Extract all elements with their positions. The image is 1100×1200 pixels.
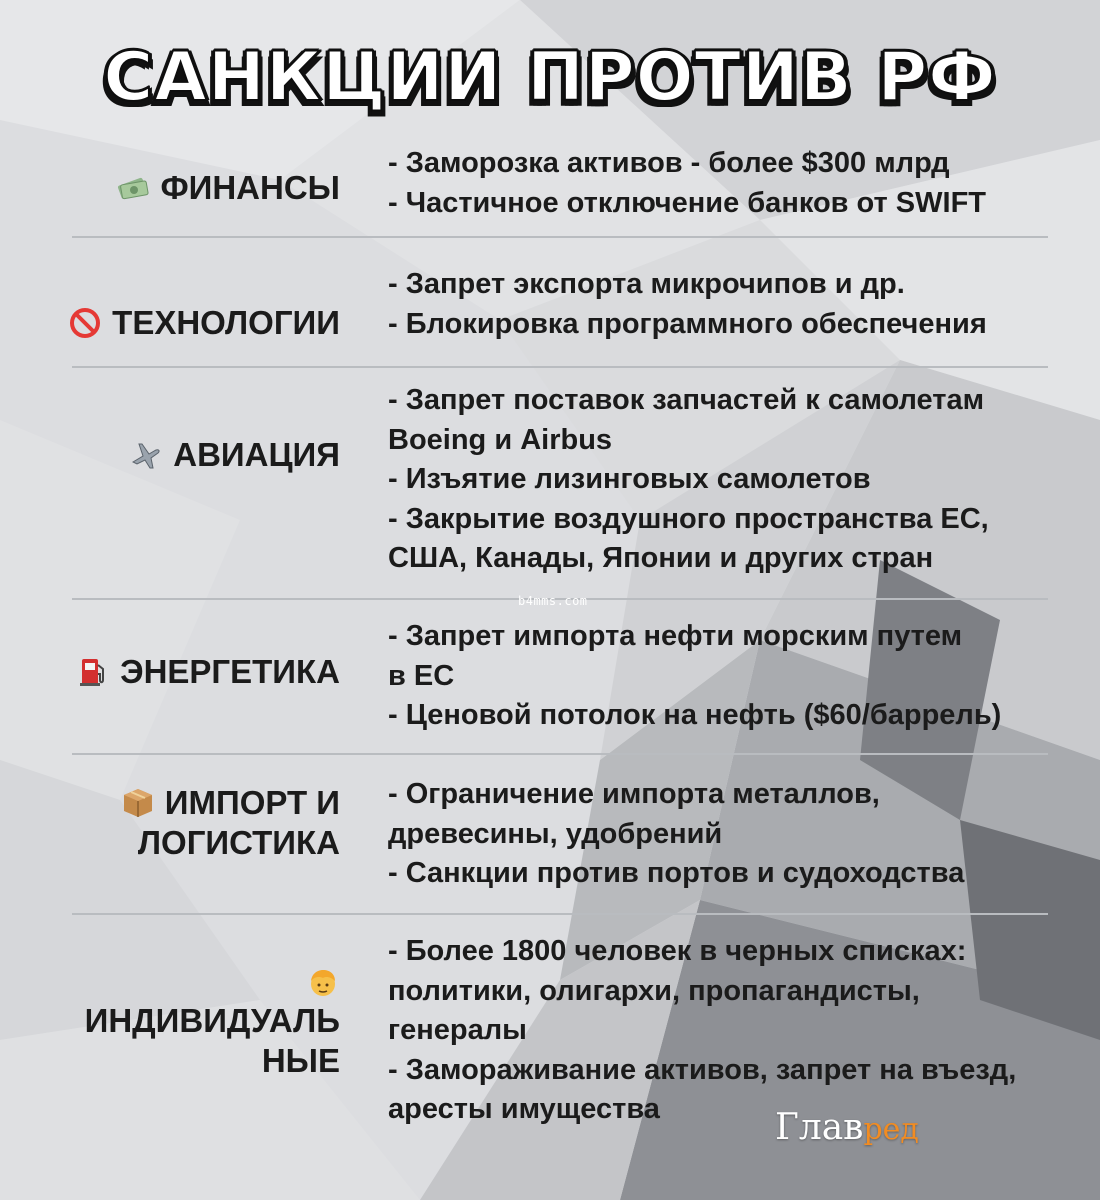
- category-label: ТЕХНОЛОГИИ: [112, 304, 340, 341]
- category-label: ИНДИВИДУАЛЬ: [84, 1002, 340, 1039]
- category-label: АВИАЦИЯ: [173, 436, 340, 473]
- divider: [72, 236, 1048, 238]
- divider: [72, 366, 1048, 368]
- divider: [72, 913, 1048, 915]
- fuel-pump-icon: [76, 655, 110, 689]
- section-import-logistics: [40, 775, 1060, 910]
- list-item: - Замораживание активов, запрет на въезд,: [388, 1053, 1017, 1086]
- list-item: в ЕС: [388, 659, 455, 692]
- list-item: - Блокировка программного обеспечения: [388, 307, 987, 340]
- list-item: - Запрет импорта нефти морским путем: [388, 620, 963, 652]
- items-technology: [388, 265, 1068, 344]
- category-technology: [10, 278, 340, 368]
- list-item: - Изъятие лизинговых самолетов: [388, 463, 871, 495]
- package-icon: [121, 786, 155, 820]
- prohibited-icon: [68, 306, 102, 340]
- brand-logo: [775, 1107, 919, 1148]
- list-item: древесины, удобрений: [388, 817, 723, 850]
- list-item: - Ценовой потолок на нефть ($60/баррель): [388, 699, 1002, 731]
- list-item: аресты имущества: [388, 1093, 660, 1125]
- list-item: - Запрет поставок запчастей к самолетам: [388, 384, 985, 416]
- items-individuals: [388, 932, 1068, 1130]
- category-label: НЫЕ: [261, 1042, 340, 1079]
- category-individuals: [10, 956, 340, 1092]
- logo-part-1: Глав: [775, 1107, 864, 1148]
- watermark: b4mms.com: [518, 594, 588, 608]
- list-item: генералы: [388, 1014, 527, 1046]
- list-item: - Заморозка активов - более $300 млрд: [388, 147, 950, 179]
- money-bills-icon: [116, 171, 150, 205]
- category-label: ИМПОРТ И: [164, 784, 340, 821]
- logo-part-2: ред: [863, 1112, 919, 1147]
- section-finance: [40, 140, 1060, 236]
- category-label: ЛОГИСТИКА: [137, 824, 340, 861]
- items-energy: [388, 617, 1068, 736]
- section-aviation: [40, 380, 1060, 595]
- list-item: - Более 1800 человек в черных списках:: [388, 935, 967, 967]
- section-energy: [40, 617, 1060, 752]
- airplane-icon: [129, 438, 163, 472]
- list-item: - Закрытие воздушного пространства ЕС,: [388, 502, 989, 535]
- list-item: политики, олигархи, пропагандисты,: [388, 974, 920, 1007]
- page-title: САНКЦИИ ПРОТИВ РФ: [103, 38, 997, 117]
- list-item: - Частичное отключение банков от SWIFT: [388, 186, 987, 219]
- category-import-logistics: [10, 781, 340, 865]
- items-finance: [388, 144, 1068, 223]
- list-item: - Санкции против портов и судоходства: [388, 857, 965, 889]
- divider: [72, 753, 1048, 755]
- list-item: Boeing и Airbus: [388, 423, 613, 456]
- list-item: - Запрет экспорта микрочипов и др.: [388, 268, 905, 300]
- category-energy: [10, 617, 340, 727]
- items-aviation: [388, 381, 1068, 579]
- list-item: США, Канады, Японии и других стран: [388, 542, 934, 574]
- category-label: ФИНАНСЫ: [160, 169, 340, 206]
- category-finance: [10, 140, 340, 236]
- items-import-logistics: [388, 775, 1068, 894]
- section-technology: [40, 262, 1060, 366]
- category-aviation: [10, 380, 340, 530]
- list-item: - Ограничение импорта металлов,: [388, 778, 880, 810]
- category-label: ЭНЕРГЕТИКА: [120, 653, 340, 690]
- person-icon: [306, 967, 340, 1001]
